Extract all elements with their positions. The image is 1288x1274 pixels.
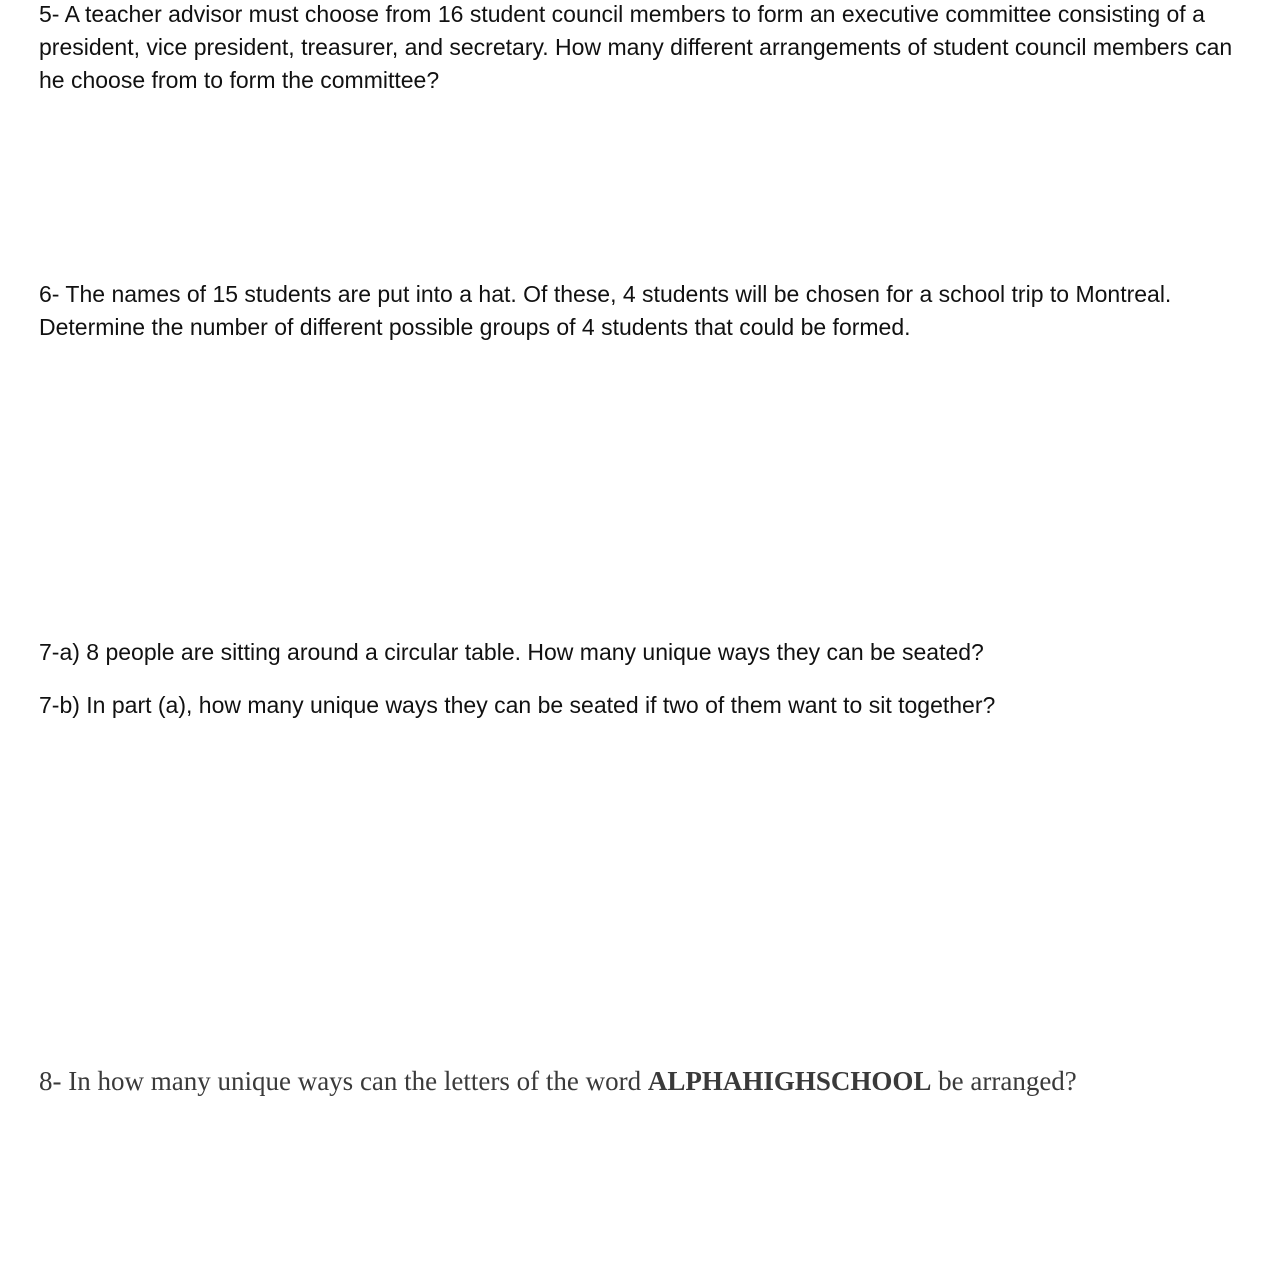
question-5: 5- A teacher advisor must choose from 16 student council members to form an executive committee consisting of a president, vice president, treasurer, and secretary. How many different arrangements of student council members can he choose from to form the committee?: [39, 1, 1233, 93]
question-8-suffix: be arranged?: [931, 1066, 1077, 1096]
question-7b: 7-b) In part (a), how many unique ways they can be seated if two of them want to sit together?: [39, 692, 996, 718]
question-7a: 7-a) 8 people are sitting around a circular table. How many unique ways they can be seated?: [39, 639, 984, 665]
question-6: 6- The names of 15 students are put into a hat. Of these, 4 students will be chosen for a school trip to Montreal. Determine the number of different possible groups of 4 students that could be formed.: [39, 281, 1172, 340]
question-8-prefix: 8- In how many unique ways can the letters of the word: [39, 1066, 648, 1096]
question-8-word: ALPHAHIGHSCHOOL: [647, 1066, 932, 1096]
question-8: [39, 1063, 1239, 1099]
